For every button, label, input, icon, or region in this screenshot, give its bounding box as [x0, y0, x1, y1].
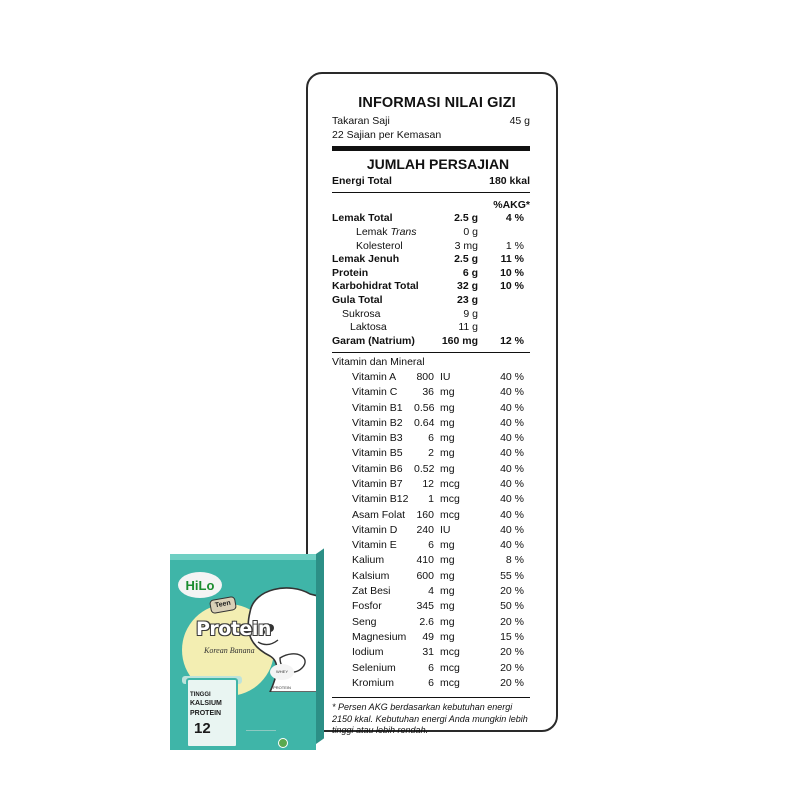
vitamin-pct: 40 % — [500, 523, 524, 536]
nutrient-amount: 32 g — [456, 280, 478, 293]
nutrient-amount: 6 g — [462, 266, 478, 279]
vitamin-unit: mg — [440, 386, 455, 399]
energy-label: Energi Total — [332, 175, 392, 188]
divider-thin — [332, 352, 530, 353]
nutrient-row — [332, 267, 530, 281]
vitamin-row — [332, 569, 530, 584]
vitamin-amount: 240 — [416, 523, 434, 536]
vitamin-row — [332, 508, 530, 523]
vitamin-name: Vitamin D — [352, 523, 398, 536]
divider-thin — [332, 192, 530, 193]
vitamin-pct: 20 % — [500, 615, 524, 628]
vitamin-pct: 40 % — [500, 401, 524, 414]
vitamin-row — [332, 492, 530, 507]
vitamin-name: Vitamin B1 — [352, 401, 403, 414]
vitamin-pct: 20 % — [500, 661, 524, 674]
nutrient-row — [332, 212, 530, 226]
nutrient-pct — [478, 321, 524, 335]
vitamin-pct: 40 % — [500, 447, 524, 460]
vitamin-amount: 2 — [428, 447, 434, 460]
nutrient-pct: 12 % — [500, 334, 524, 347]
vitamin-unit: mg — [440, 432, 455, 445]
nutrient-amount: 3 mg — [454, 239, 478, 252]
nutrient-pct — [478, 226, 524, 240]
vitamin-unit: mg — [440, 630, 455, 643]
nutrient-amount: 2.5 g — [454, 253, 478, 266]
nutrient-name: Lemak Total — [332, 212, 393, 225]
vitamin-name: Fosfor — [352, 600, 382, 613]
section-head: JUMLAH PERSAJIAN — [366, 156, 510, 173]
product-name: Protein — [196, 618, 271, 640]
vitamin-amount: 36 — [422, 386, 434, 399]
vitamin-list — [332, 370, 530, 691]
vitamin-row — [332, 615, 530, 630]
vitamin-pct: 40 % — [500, 493, 524, 506]
vitamin-row — [332, 538, 530, 553]
akg-head: %AKG* — [493, 198, 530, 211]
vitamin-amount: 6 — [428, 432, 434, 445]
vitamin-unit: mg — [440, 401, 455, 414]
claim-line-2: KALSIUM — [190, 700, 222, 707]
vitamin-unit: IU — [440, 523, 451, 536]
whey-badge: WHEY PROTEIN — [270, 664, 294, 680]
vitamin-unit: mg — [440, 462, 455, 475]
vitamin-row — [332, 385, 530, 400]
divider-thin — [332, 697, 530, 698]
nutrient-row — [332, 294, 530, 308]
vitamin-amount: 1 — [428, 493, 434, 506]
vitamin-name: Vitamin B12 — [352, 493, 409, 506]
vitamin-row — [332, 446, 530, 461]
nutrient-pct — [478, 308, 524, 322]
vitamin-amount: 410 — [416, 554, 434, 567]
vitamin-row — [332, 630, 530, 645]
servings-per-pack: 22 Sajian per Kemasan — [332, 128, 442, 141]
vitamin-row — [332, 370, 530, 385]
vitamin-row — [332, 676, 530, 691]
vitamin-pct: 40 % — [500, 477, 524, 490]
vitamin-name: Vitamin A — [352, 370, 397, 383]
box-front-face — [170, 560, 316, 750]
vitamin-pct: 40 % — [500, 462, 524, 475]
vitamin-name: Vitamin B5 — [352, 447, 403, 460]
vitamin-amount: 0.56 — [414, 401, 435, 414]
vitamin-unit: mcg — [440, 646, 460, 659]
nutrient-name: Karbohidrat Total — [332, 280, 419, 293]
nutrient-pct — [478, 294, 524, 308]
vitamin-name: Seng — [352, 615, 377, 628]
vitamin-name: Asam Folat — [352, 508, 406, 521]
nutrient-row — [332, 253, 530, 267]
vitamin-name: Zat Besi — [352, 585, 391, 598]
claim-number: 12 — [194, 720, 211, 737]
nutrient-name: Garam (Natrium) — [332, 334, 415, 347]
nutrient-name-italic: Trans — [390, 225, 417, 238]
vitamin-amount: 12 — [422, 477, 434, 490]
nutrient-row — [332, 321, 530, 335]
nutrient-row — [332, 280, 530, 294]
nutrient-pct: 10 % — [500, 266, 524, 279]
vitamin-unit: mcg — [440, 493, 460, 506]
vitamin-unit: mg — [440, 539, 455, 552]
vitamin-amount: 0.64 — [414, 416, 435, 429]
vitamin-amount: 6 — [428, 539, 434, 552]
vitamin-row — [332, 477, 530, 492]
vitamin-name: Magnesium — [352, 630, 407, 643]
vitamin-row — [332, 462, 530, 477]
vitamin-pct: 15 % — [500, 630, 524, 643]
nutrient-pct: 11 % — [500, 253, 524, 266]
vitamin-name: Kalsium — [352, 569, 390, 582]
vitamin-pct: 50 % — [500, 600, 524, 613]
nutrient-pct: 10 % — [500, 280, 524, 293]
vitamin-unit: mg — [440, 585, 455, 598]
vitamin-name: Vitamin B2 — [352, 416, 403, 429]
nutrient-name: Gula Total — [332, 293, 383, 306]
vitamin-unit: mg — [440, 554, 455, 567]
vitamin-name: Kalium — [352, 554, 385, 567]
small-print-line — [246, 730, 276, 731]
vitamin-pct: 55 % — [500, 569, 524, 582]
vitamin-amount: 600 — [416, 569, 434, 582]
vitamin-name: Vitamin E — [352, 539, 397, 552]
nutrient-amount: 23 g — [456, 293, 478, 306]
box-side-face — [316, 548, 324, 744]
vitamin-unit: mcg — [440, 676, 460, 689]
vitamin-row — [332, 416, 530, 431]
claim-line-3: PROTEIN — [190, 710, 222, 717]
certification-icon — [278, 738, 288, 748]
nutrient-amount: 0 g — [463, 225, 478, 238]
vitamin-amount: 31 — [422, 646, 434, 659]
energy-row — [332, 175, 530, 189]
vitamin-amount: 800 — [416, 370, 434, 383]
serving-size-label: Takaran Saji — [332, 115, 390, 127]
vitamin-unit: mcg — [440, 477, 460, 490]
nutrition-label — [306, 72, 558, 736]
vitamin-row — [332, 401, 530, 416]
vitamin-row — [332, 431, 530, 446]
vitamin-row — [332, 584, 530, 599]
nutrient-name: Protein — [332, 266, 369, 279]
vitamin-amount: 6 — [428, 661, 434, 674]
vitamin-pct: 40 % — [500, 416, 524, 429]
sub-brand-tag: Teen — [209, 596, 237, 614]
vitamin-pct: 8 % — [505, 554, 524, 567]
nutrient-name: Lemak Jenuh — [332, 253, 400, 266]
nutrient-amount: 11 g — [458, 321, 478, 334]
vitamin-pct: 40 % — [500, 432, 524, 445]
serving-size-value: 45 g — [509, 115, 530, 127]
vitamin-name: Iodium — [352, 646, 384, 659]
vitamin-pct: 40 % — [500, 539, 524, 552]
label-title: INFORMASI NILAI GIZI — [358, 95, 516, 111]
vitamin-row — [332, 599, 530, 614]
nutrient-row — [332, 308, 530, 322]
vitamin-pct: 40 % — [500, 370, 524, 383]
vitamin-unit: mg — [440, 615, 455, 628]
vitamin-unit: mg — [440, 447, 455, 460]
serving-size-row — [332, 115, 530, 129]
vitamin-amount: 160 — [416, 508, 434, 521]
vitamin-unit: mcg — [440, 508, 460, 521]
nutrient-name: Laktosa — [350, 321, 387, 334]
nutrient-amount: 160 mg — [441, 334, 478, 347]
vitamin-pct: 20 % — [500, 585, 524, 598]
brand-logo: HiLo — [178, 572, 222, 598]
vitamin-unit: IU — [440, 370, 451, 383]
nutrient-row — [332, 240, 530, 254]
vitamin-amount: 4 — [428, 585, 434, 598]
vitamin-name: Selenium — [352, 661, 396, 674]
nutrient-row — [332, 226, 530, 240]
vitamin-unit: mcg — [440, 661, 460, 674]
vitamin-unit: mg — [440, 569, 455, 582]
vitamin-amount: 2.6 — [419, 615, 434, 628]
vitamin-head: Vitamin dan Mineral — [332, 356, 425, 369]
vitamin-unit: mg — [440, 600, 455, 613]
energy-value: 180 kkal — [489, 175, 530, 188]
product-box — [170, 554, 323, 750]
nutrient-pct: 4 % — [505, 212, 524, 225]
vitamin-row — [332, 661, 530, 676]
vitamin-unit: mg — [440, 416, 455, 429]
vitamin-row — [332, 553, 530, 568]
vitamin-amount: 49 — [422, 630, 434, 643]
vitamin-pct: 40 % — [500, 386, 524, 399]
nutrient-amount: 9 g — [463, 307, 478, 320]
footnote: * Persen AKG berdasarkan kebutuhan energi 2150 kkal. Kebutuhan energi Anda mungkin lebih tinggi atau lebih rendah. — [332, 702, 528, 736]
vitamin-name: Vitamin C — [352, 386, 398, 399]
nutrient-row — [332, 335, 530, 349]
claim-line-1: TINGGI — [190, 692, 211, 698]
vitamin-pct: 20 % — [500, 676, 524, 689]
vitamin-name: Vitamin B3 — [352, 432, 403, 445]
divider-thick — [332, 146, 530, 151]
vitamin-pct: 20 % — [500, 646, 524, 659]
vitamin-row — [332, 523, 530, 538]
vitamin-pct: 40 % — [500, 508, 524, 521]
nutrient-amount: 2.5 g — [454, 212, 478, 225]
vitamin-name: Vitamin B7 — [352, 477, 403, 490]
nutrient-name: Sukrosa — [342, 307, 381, 320]
product-flavor: Korean Banana — [204, 646, 255, 655]
vitamin-amount: 6 — [428, 676, 434, 689]
vitamin-amount: 0.52 — [414, 462, 435, 475]
vitamin-name: Kromium — [352, 676, 395, 689]
nutrient-pct: 1 % — [505, 239, 524, 252]
nutrient-name — [332, 226, 440, 240]
vitamin-row — [332, 645, 530, 660]
nutrient-name: Kolesterol — [356, 239, 403, 252]
vitamin-amount: 345 — [416, 600, 434, 613]
nutrient-name-text: Lemak — [356, 225, 391, 238]
vitamin-name: Vitamin B6 — [352, 462, 403, 475]
